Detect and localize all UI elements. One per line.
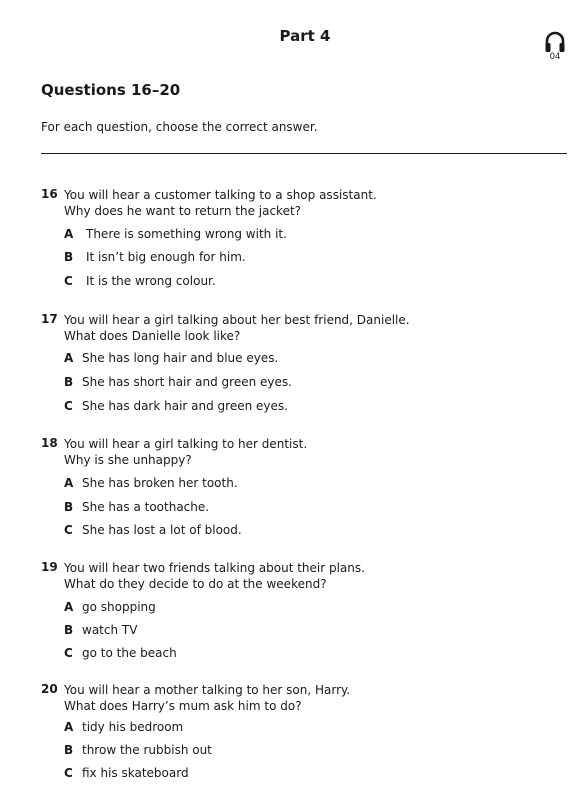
option-letter: C [64,274,73,288]
question-number: 20 [41,682,58,696]
instruction-text: For each question, choose the correct answer. [41,120,318,134]
option-c[interactable] [64,523,242,537]
question-number: 18 [41,436,58,450]
question-line: What does Harry’s mum ask him to do? [64,699,302,713]
question-text [64,187,377,219]
option-c[interactable] [64,399,288,413]
option-letter: B [64,623,74,637]
option-a[interactable] [64,227,287,241]
option-c[interactable] [64,274,216,288]
option-letter: A [64,720,74,734]
option-text: She has broken her tooth. [82,476,238,490]
question-text [64,312,410,344]
option-text: fix his skateboard [82,766,189,780]
option-b[interactable] [64,375,292,389]
option-text: She has long hair and blue eyes. [82,351,279,365]
question-number: 17 [41,312,58,326]
divider [41,153,567,154]
question-line: What does Danielle look like? [64,329,241,343]
question-line: What do they decide to do at the weekend? [64,577,327,591]
option-a[interactable] [64,351,278,365]
option-letter: B [64,250,74,264]
option-a[interactable] [64,476,238,490]
option-text: There is something wrong with it. [86,227,287,241]
option-b[interactable] [64,500,209,514]
option-text: She has a toothache. [82,500,210,514]
question-number: 16 [41,187,58,201]
question-line: You will hear a girl talking to her dentist. [64,437,308,451]
option-b[interactable] [64,623,137,637]
option-letter: B [64,375,74,389]
track-number: 04 [549,52,561,62]
part-title: Part 4 [279,27,331,45]
question-line: Why does he want to return the jacket? [64,204,302,218]
question-line: You will hear two friends talking about their plans. [64,561,365,575]
option-a[interactable] [64,720,183,734]
option-b[interactable] [64,743,212,757]
option-text: She has short hair and green eyes. [82,375,292,389]
option-text: watch TV [82,623,138,637]
question-line: Why is she unhappy? [64,453,192,467]
option-letter: C [64,646,73,660]
headphones-icon [544,30,566,54]
question-line: You will hear a mother talking to her son, Harry. [64,683,351,697]
option-letter: C [64,523,73,537]
option-letter: A [64,600,74,614]
questions-title: Questions 16–20 [41,81,181,99]
option-a[interactable] [64,600,156,614]
option-text: throw the rubbish out [82,743,212,757]
option-letter: B [64,743,74,757]
option-letter: B [64,500,74,514]
option-text: tidy his bedroom [82,720,184,734]
option-text: go shopping [82,600,156,614]
question-number: 19 [41,560,58,574]
option-text: She has lost a lot of blood. [82,523,242,537]
option-text: She has dark hair and green eyes. [82,399,288,413]
option-letter: A [64,476,74,490]
option-c[interactable] [64,766,189,780]
option-letter: A [64,351,74,365]
option-text: It isn’t big enough for him. [86,250,246,264]
question-text [64,436,307,468]
option-text: It is the wrong colour. [86,274,216,288]
option-c[interactable] [64,646,177,660]
option-text: go to the beach [82,646,177,660]
option-letter: C [64,766,73,780]
question-text [64,682,350,714]
question-line: You will hear a girl talking about her best friend, Danielle. [64,313,410,327]
option-b[interactable] [64,250,246,264]
audio-track [541,30,569,62]
option-letter: C [64,399,73,413]
question-line: You will hear a customer talking to a shop assistant. [64,188,377,202]
question-text [64,560,365,592]
option-letter: A [64,227,74,241]
